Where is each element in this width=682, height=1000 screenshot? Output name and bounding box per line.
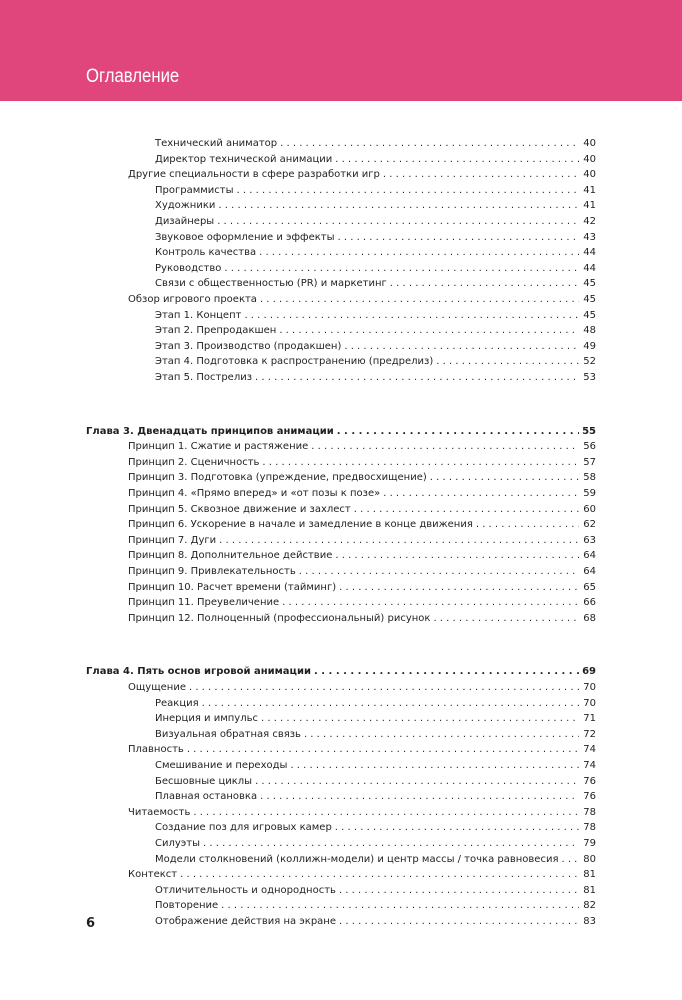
toc-dot-leader bbox=[335, 548, 579, 564]
toc-entry bbox=[155, 152, 596, 168]
toc-dot-leader bbox=[244, 308, 579, 324]
toc-dot-leader bbox=[260, 789, 579, 805]
toc-entry bbox=[155, 354, 596, 370]
toc-dot-leader bbox=[202, 696, 579, 712]
toc-entry bbox=[155, 758, 596, 774]
toc-dot-leader bbox=[390, 276, 579, 292]
toc-entry-page: 79 bbox=[583, 838, 596, 849]
toc-entry-page: 81 bbox=[583, 885, 596, 896]
toc-entry-page: 45 bbox=[583, 294, 596, 305]
toc-entry-page: 78 bbox=[583, 822, 596, 833]
toc-entry bbox=[155, 261, 596, 277]
toc-entry bbox=[128, 564, 596, 580]
toc-dot-leader bbox=[255, 774, 579, 790]
toc-entry-title: Принцип 8. Дополнительное действие bbox=[128, 550, 333, 561]
toc-entry bbox=[128, 533, 596, 549]
toc-dot-leader bbox=[383, 486, 579, 502]
toc-entry-title: Принцип 12. Полноценный (профессиональный) рисунок bbox=[128, 613, 431, 624]
toc-dot-leader bbox=[189, 680, 579, 696]
toc-entry-title: Другие специальности в сфере разработки игр bbox=[128, 169, 380, 180]
toc-entry-title: Силуэты bbox=[155, 838, 200, 849]
toc-entry-page: 69 bbox=[582, 666, 596, 677]
toc-dot-leader bbox=[339, 580, 579, 596]
toc-entry-page: 83 bbox=[583, 916, 596, 927]
toc-chapter bbox=[86, 664, 596, 680]
toc-entry-title: Программисты bbox=[155, 185, 234, 196]
page-number: 6 bbox=[86, 916, 96, 931]
toc-entry-page: 57 bbox=[583, 457, 596, 468]
toc-entry-page: 81 bbox=[583, 869, 596, 880]
toc-entry bbox=[128, 580, 596, 596]
toc-entry-title: Принцип 7. Дуги bbox=[128, 535, 217, 546]
toc-entry-page: 52 bbox=[583, 356, 596, 367]
toc-entry-title: Связи с общественностью (PR) и маркетинг bbox=[155, 278, 387, 289]
toc-dot-leader bbox=[221, 898, 579, 914]
toc-entry bbox=[155, 183, 596, 199]
toc-dot-leader bbox=[224, 261, 579, 277]
toc-entry bbox=[155, 820, 596, 836]
toc-entry-page: 82 bbox=[583, 900, 596, 911]
toc-entry bbox=[128, 439, 596, 455]
toc-dot-leader bbox=[476, 517, 579, 533]
toc-entry-title: Модели столкновений (коллижн-модели) и центр массы / точка равновесия bbox=[155, 854, 559, 865]
toc-entry-page: 65 bbox=[583, 582, 596, 593]
toc-entry-page: 62 bbox=[583, 519, 596, 530]
toc-dot-leader bbox=[255, 370, 579, 386]
toc-entry-page: 78 bbox=[583, 807, 596, 818]
toc-dot-leader bbox=[260, 292, 579, 308]
toc-entry-title: Звуковое оформление и эффекты bbox=[155, 232, 335, 243]
toc-entry bbox=[155, 914, 596, 930]
toc-entry-page: 41 bbox=[583, 185, 596, 196]
toc-dot-leader bbox=[344, 339, 579, 355]
toc-entry bbox=[155, 711, 596, 727]
toc-entry bbox=[155, 339, 596, 355]
toc-entry bbox=[128, 867, 596, 883]
toc-chapter bbox=[86, 424, 596, 440]
toc-dot-leader bbox=[237, 183, 579, 199]
toc-entry-title: Создание поз для игровых камер bbox=[155, 822, 332, 833]
toc-entry-title: Контекст bbox=[128, 869, 178, 880]
toc-entry-title: Повторение bbox=[155, 900, 219, 911]
toc-dot-leader bbox=[314, 664, 579, 680]
toc-entry-title: Глава 3. Двенадцать принципов анимации bbox=[86, 426, 334, 437]
toc-dot-leader bbox=[383, 167, 579, 183]
toc-entry-title: Контроль качества bbox=[155, 247, 257, 258]
toc-entry bbox=[155, 230, 596, 246]
page-title: Оглавление bbox=[86, 66, 180, 87]
toc-entry-title: Реакция bbox=[155, 698, 199, 709]
toc-entry-page: 74 bbox=[583, 760, 596, 771]
toc-entry-page: 55 bbox=[582, 426, 596, 437]
toc-dot-leader bbox=[335, 820, 579, 836]
toc-dot-leader bbox=[337, 424, 579, 440]
toc-dot-leader bbox=[299, 564, 579, 580]
toc-dot-leader bbox=[436, 354, 579, 370]
toc-entry bbox=[155, 836, 596, 852]
toc-entry-title: Этап 1. Концепт bbox=[155, 310, 242, 321]
toc-entry-title: Принцип 11. Преувеличение bbox=[128, 597, 280, 608]
toc-dot-leader bbox=[430, 470, 579, 486]
toc-entry-page: 43 bbox=[583, 232, 596, 243]
toc-entry bbox=[155, 898, 596, 914]
toc-entry-page: 41 bbox=[583, 200, 596, 211]
toc-entry-page: 70 bbox=[583, 682, 596, 693]
toc-entry bbox=[128, 502, 596, 518]
toc-entry bbox=[155, 245, 596, 261]
toc-dot-leader bbox=[354, 502, 579, 518]
toc-entry-page: 40 bbox=[583, 154, 596, 165]
toc-entry bbox=[155, 308, 596, 324]
toc-entry bbox=[155, 883, 596, 899]
toc-entry-title: Этап 3. Производство (продакшен) bbox=[155, 341, 342, 352]
toc-entry-title: Принцип 4. «Прямо вперед» и «от позы к позе» bbox=[128, 488, 381, 499]
toc-dot-leader bbox=[218, 198, 579, 214]
toc-dot-leader bbox=[290, 758, 579, 774]
toc-entry-title: Принцип 5. Сквозное движение и захлест bbox=[128, 504, 351, 515]
toc-entry-title: Визуальная обратная связь bbox=[155, 729, 301, 740]
toc-entry bbox=[155, 214, 596, 230]
toc-dot-leader bbox=[335, 152, 579, 168]
toc-entry bbox=[128, 292, 596, 308]
toc-entry-title: Руководство bbox=[155, 263, 222, 274]
toc-entry-title: Директор технической анимации bbox=[155, 154, 333, 165]
toc-dot-leader bbox=[261, 711, 579, 727]
toc-dot-leader bbox=[180, 867, 579, 883]
toc-entry-title: Принцип 2. Сценичность bbox=[128, 457, 260, 468]
toc-entry-page: 40 bbox=[583, 138, 596, 149]
toc-entry-page: 64 bbox=[583, 566, 596, 577]
toc-dot-leader bbox=[217, 214, 579, 230]
toc-entry-page: 45 bbox=[583, 278, 596, 289]
toc-dot-leader bbox=[338, 230, 580, 246]
toc-dot-leader bbox=[193, 805, 579, 821]
toc-entry-page: 60 bbox=[583, 504, 596, 515]
toc-entry-title: Принцип 6. Ускорение в начале и замедление в конце движения bbox=[128, 519, 473, 530]
toc-entry-page: 71 bbox=[583, 713, 596, 724]
toc-entry-page: 66 bbox=[583, 597, 596, 608]
toc-dot-leader bbox=[339, 883, 579, 899]
toc-entry-page: 44 bbox=[583, 247, 596, 258]
toc-entry-page: 63 bbox=[583, 535, 596, 546]
toc-entry-title: Принцип 3. Подготовка (упреждение, предвосхищение) bbox=[128, 472, 427, 483]
toc-entry-page: 49 bbox=[583, 341, 596, 352]
toc-entry bbox=[155, 370, 596, 386]
toc-entry-page: 42 bbox=[583, 216, 596, 227]
toc-dot-leader bbox=[339, 914, 579, 930]
toc-entry bbox=[155, 789, 596, 805]
toc-entry-title: Принцип 10. Расчет времени (тайминг) bbox=[128, 582, 337, 593]
toc-entry-title: Технический аниматор bbox=[155, 138, 278, 149]
toc-entry bbox=[128, 548, 596, 564]
toc-entry bbox=[155, 774, 596, 790]
toc-entry bbox=[128, 517, 596, 533]
toc-entry-page: 76 bbox=[583, 776, 596, 787]
toc-dot-leader bbox=[280, 136, 579, 152]
toc-entry-page: 59 bbox=[583, 488, 596, 499]
toc-entry-page: 70 bbox=[583, 698, 596, 709]
toc-entry bbox=[155, 852, 596, 868]
toc-entry bbox=[128, 805, 596, 821]
toc-entry-title: Художники bbox=[155, 200, 216, 211]
toc-entry bbox=[128, 742, 596, 758]
toc-entry bbox=[155, 276, 596, 292]
toc-dot-leader bbox=[203, 836, 579, 852]
toc-entry bbox=[155, 136, 596, 152]
toc-entry-title: Принцип 9. Привлекательность bbox=[128, 566, 296, 577]
toc-entry-title: Принцип 1. Сжатие и растяжение bbox=[128, 441, 309, 452]
toc-entry bbox=[128, 680, 596, 696]
toc-entry-title: Отображение действия на экране bbox=[155, 916, 337, 927]
toc-entry-page: 40 bbox=[583, 169, 596, 180]
toc-entry-page: 53 bbox=[583, 372, 596, 383]
toc-entry-title: Этап 5. Пострелиз bbox=[155, 372, 253, 383]
toc-entry-page: 68 bbox=[583, 613, 596, 624]
toc-dot-leader bbox=[304, 727, 579, 743]
toc-entry bbox=[128, 455, 596, 471]
toc-entry-page: 80 bbox=[583, 854, 596, 865]
toc-entry-page: 56 bbox=[583, 441, 596, 452]
toc-entry-title: Ощущение bbox=[128, 682, 186, 693]
toc-entry bbox=[155, 727, 596, 743]
toc-entry-title: Плавная остановка bbox=[155, 791, 258, 802]
toc-dot-leader bbox=[561, 852, 579, 868]
toc-entry-page: 76 bbox=[583, 791, 596, 802]
toc-entry-page: 74 bbox=[583, 744, 596, 755]
toc-entry-title: Этап 4. Подготовка к распространению (предрелиз) bbox=[155, 356, 434, 367]
toc-entry-title: Бесшовные циклы bbox=[155, 776, 253, 787]
toc-entry bbox=[155, 696, 596, 712]
toc-entry-page: 44 bbox=[583, 263, 596, 274]
toc-dot-leader bbox=[279, 323, 579, 339]
toc-entry-page: 48 bbox=[583, 325, 596, 336]
toc-entry-title: Смешивание и переходы bbox=[155, 760, 288, 771]
toc-entry-title: Читаемость bbox=[128, 807, 191, 818]
toc-entry-title: Глава 4. Пять основ игровой анимации bbox=[86, 666, 311, 677]
toc-entry-page: 45 bbox=[583, 310, 596, 321]
toc-dot-leader bbox=[262, 455, 579, 471]
toc-dot-leader bbox=[219, 533, 579, 549]
toc-entry-title: Обзор игрового проекта bbox=[128, 294, 257, 305]
toc-entry-title: Отличительность и однородность bbox=[155, 885, 336, 896]
toc-entry-page: 72 bbox=[583, 729, 596, 740]
toc-entry bbox=[155, 323, 596, 339]
toc-entry bbox=[128, 486, 596, 502]
toc-entry bbox=[128, 167, 596, 183]
toc-entry-title: Этап 2. Препродакшен bbox=[155, 325, 277, 336]
toc-dot-leader bbox=[259, 245, 579, 261]
toc-entry-page: 58 bbox=[583, 472, 596, 483]
toc-entry-page: 64 bbox=[583, 550, 596, 561]
toc-dot-leader bbox=[433, 611, 579, 627]
toc-entry bbox=[155, 198, 596, 214]
toc-dot-leader bbox=[311, 439, 579, 455]
toc-dot-leader bbox=[187, 742, 579, 758]
toc-entry-title: Плавность bbox=[128, 744, 184, 755]
toc-entry bbox=[128, 595, 596, 611]
toc-entry bbox=[128, 611, 596, 627]
toc-dot-leader bbox=[282, 595, 579, 611]
toc-entry bbox=[128, 470, 596, 486]
toc-entry-title: Инерция и импульс bbox=[155, 713, 258, 724]
toc-entry-title: Дизайнеры bbox=[155, 216, 215, 227]
